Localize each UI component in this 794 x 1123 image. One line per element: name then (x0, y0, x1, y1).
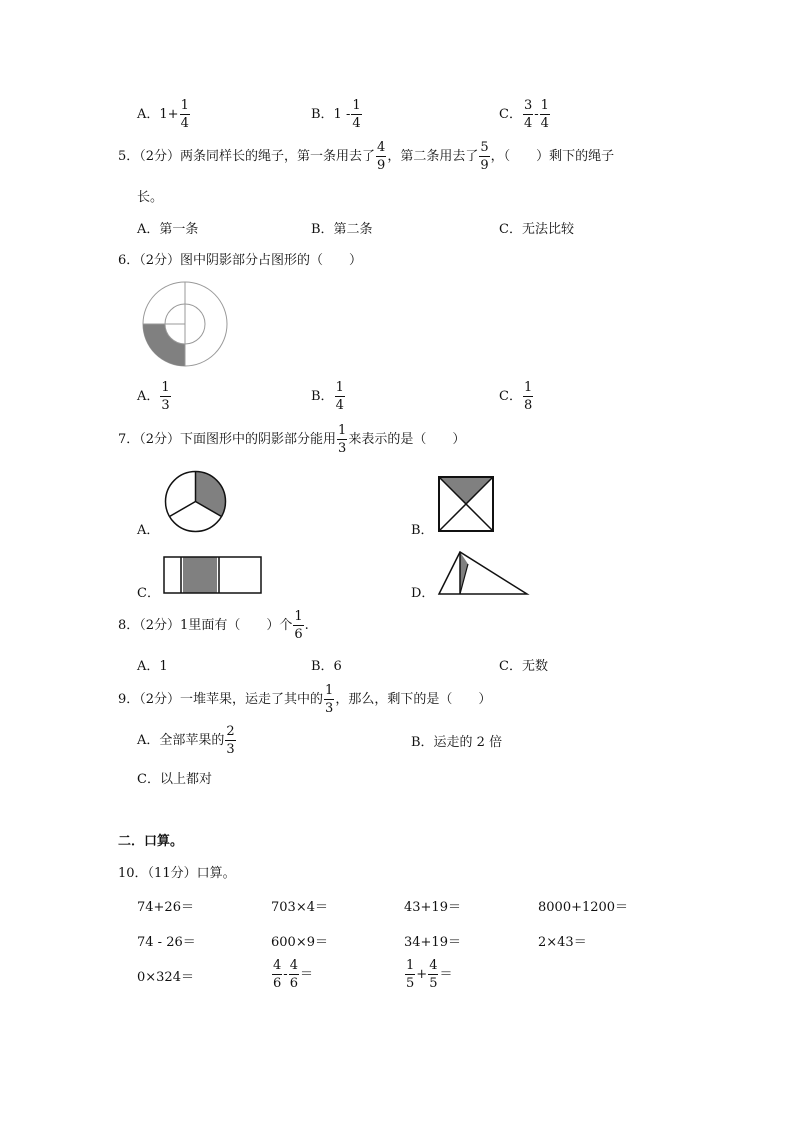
q8-option-c: C．无数 (499, 659, 548, 674)
q5-option-c: C．无法比较 (499, 222, 574, 237)
q7-figure-d (438, 550, 530, 596)
fraction: $\frac{1}{8}$ (523, 380, 533, 413)
q7-label-a: A． (137, 523, 160, 538)
q7-figure-a (164, 470, 228, 534)
fraction: $\frac{1}{3}$ (338, 423, 347, 456)
fraction: $\frac{1}{4}$ (335, 380, 344, 413)
q8-option-b: B．6 (311, 659, 342, 674)
fraction: $\frac{1}{4}$ (180, 98, 189, 131)
q7-figure-b (438, 476, 494, 532)
q4-option-a: A．1+ $\frac{1}{4}$ (137, 98, 189, 131)
q7-label-d: D． (411, 586, 435, 601)
calc-item: 74+26＝ (137, 900, 194, 915)
q7-stem: 7．（2分）下面图形中的阴影部分能用 $\frac{1}{3}$ 来表示的是（ ） (118, 423, 466, 456)
q9-option-c: C．以上都对 (137, 772, 212, 787)
q5-option-b: B．第二条 (311, 222, 373, 237)
fraction: $\frac{3}{4}$ (523, 98, 533, 131)
q4-option-c: C． $\frac{3}{4}$ - $\frac{1}{4}$ (499, 98, 549, 131)
q6-option-c: C． $\frac{1}{8}$ (499, 380, 533, 413)
q5-stem: 5．（2分）两条同样长的绳子，第一条用去了 $\frac{4}{9}$ ，第二条用去了 $\frac{5}{9}$ ，（ ）剩下的绳子 (118, 140, 615, 173)
q8-option-a: A．1 (137, 659, 168, 674)
q9-option-a: A．全部苹果的 $\frac{2}{3}$ (137, 724, 235, 757)
calc-item: 600×9＝ (271, 935, 328, 950)
q9-option-b: B．运走的 2 倍 (411, 735, 503, 750)
q5-stem-line2: 长。 (137, 190, 164, 205)
fraction: $\frac{5}{9}$ (480, 140, 489, 173)
calc-item: 703×4＝ (271, 900, 328, 915)
fraction: $\frac{4}{6}$ (273, 958, 282, 991)
fraction: $\frac{1}{4}$ (352, 98, 361, 131)
q6-stem: 6．（2分）图中阴影部分占图形的（ ） (118, 253, 363, 268)
q6-option-b: B． $\frac{1}{4}$ (311, 380, 344, 413)
q9-stem: 9．（2分）一堆苹果，运走了其中的 $\frac{1}{3}$ ，那么，剩下的是（ ） (118, 683, 492, 716)
calc-item: 43+19＝ (404, 900, 461, 915)
fraction: $\frac{4}{5}$ (429, 958, 438, 991)
fraction: $\frac{1}{6}$ (294, 609, 303, 642)
fraction: $\frac{4}{6}$ (289, 958, 298, 991)
fraction: $\frac{1}{3}$ (325, 683, 334, 716)
calc-item-fraction: $\frac{4}{6}$ - $\frac{4}{6}$ ＝ (273, 958, 313, 991)
section-title: 二．口算。 (118, 834, 184, 849)
fraction: $\frac{4}{9}$ (377, 140, 386, 173)
q6-circle-figure (142, 281, 230, 369)
calc-item-fraction: $\frac{1}{5}$ + $\frac{4}{5}$ ＝ (406, 958, 453, 991)
q7-label-b: B． (411, 523, 434, 538)
q8-stem: 8．（2分）1里面有（ ）个 $\frac{1}{6}$ . (118, 609, 309, 642)
calc-item: 74 - 26＝ (137, 935, 196, 950)
calc-item: 2×43＝ (538, 935, 587, 950)
fraction: $\frac{1}{4}$ (540, 98, 549, 131)
q7-label-c: C． (137, 586, 160, 601)
q5-option-a: A．第一条 (137, 222, 199, 237)
fraction: $\frac{1}{5}$ (406, 958, 415, 991)
q10-stem: 10．（11分）口算。 (118, 866, 236, 881)
q4-option-b: B．1 - $\frac{1}{4}$ (311, 98, 361, 131)
calc-item: 8000+1200＝ (538, 900, 629, 915)
fraction: $\frac{1}{3}$ (161, 380, 170, 413)
calc-item: 0×324＝ (137, 970, 194, 985)
calc-item: 34+19＝ (404, 935, 461, 950)
q7-figure-c (163, 556, 263, 594)
fraction: $\frac{2}{3}$ (226, 724, 235, 757)
q6-option-a: A． $\frac{1}{3}$ (137, 380, 170, 413)
